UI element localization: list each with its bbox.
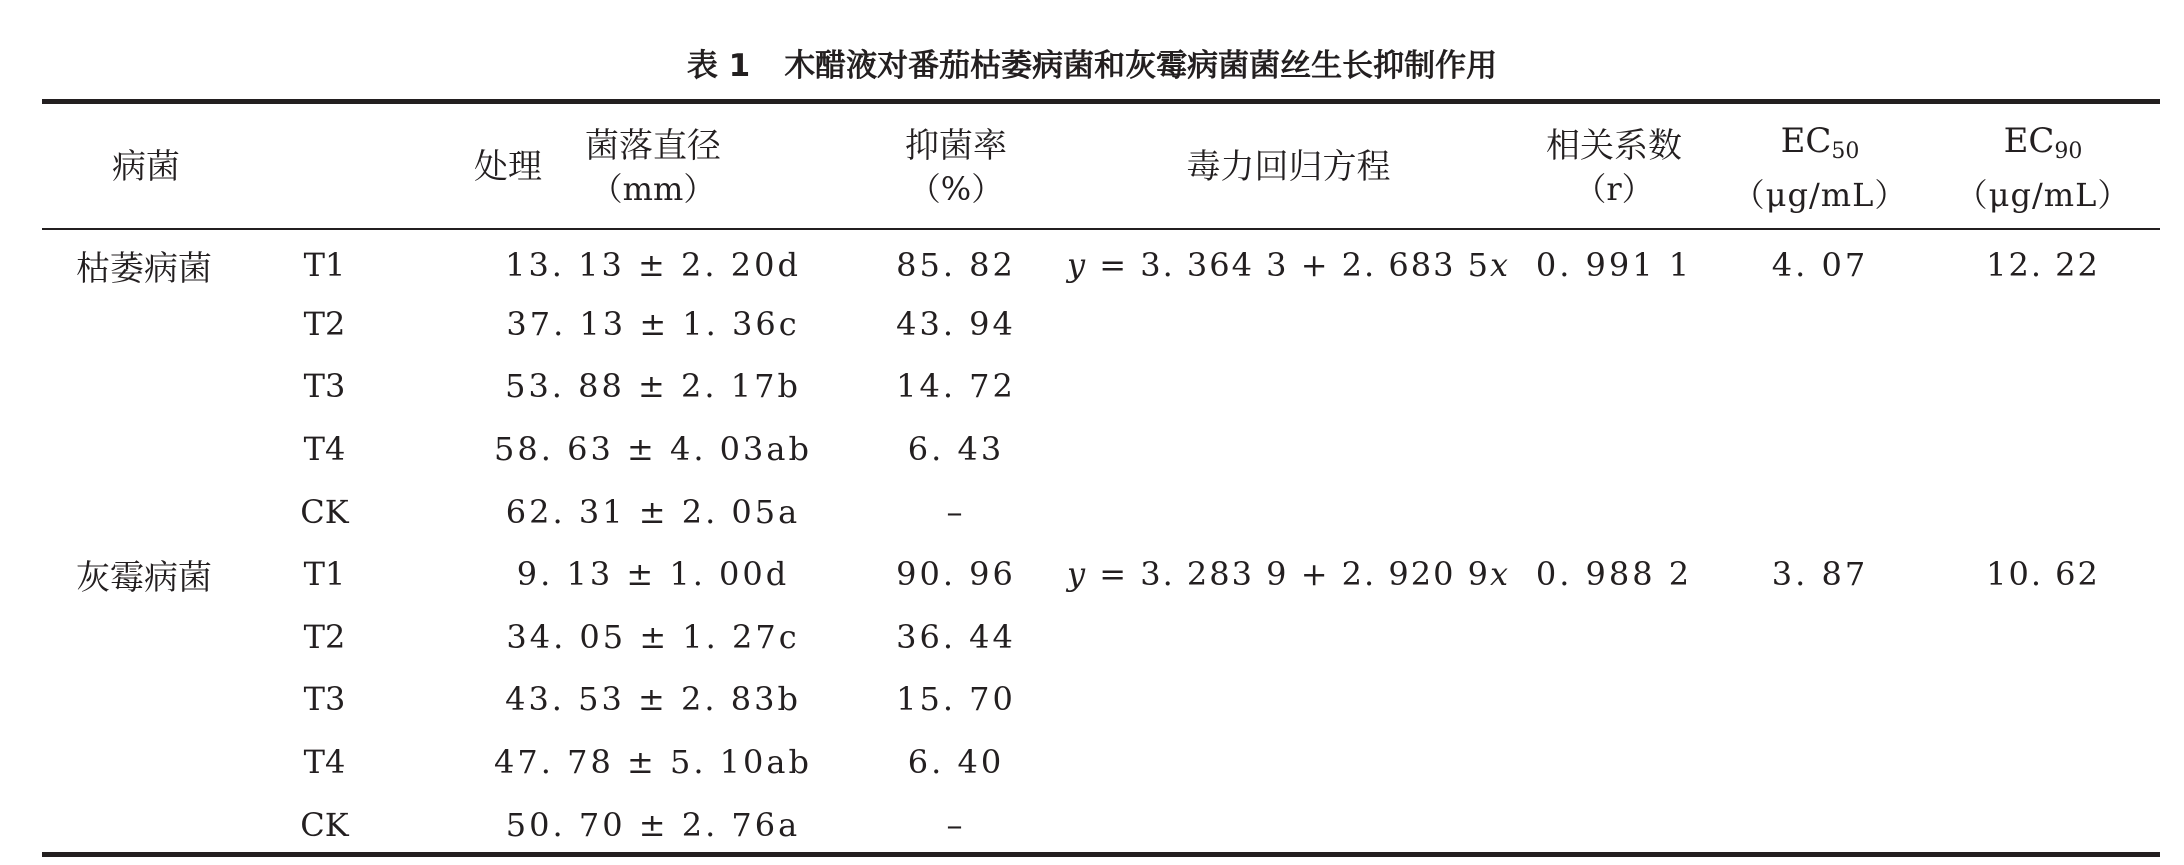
regression-cell: [1063, 668, 1514, 731]
table-row: [42, 480, 2160, 543]
treatment-cell: T1: [303, 555, 346, 594]
table-title: 木醋液对番茄枯萎病菌和灰霉病菌菌丝生长抑制作用: [784, 48, 1498, 84]
treatment-cell: T4: [303, 743, 346, 782]
table-row: [42, 418, 2160, 481]
equation-body: = 3. 364 3 + 2. 683 5: [1087, 246, 1490, 285]
ec90-cell: [1926, 355, 2160, 418]
ec90-cell: [1926, 606, 2160, 669]
header-ec90-sub: 90: [2054, 138, 2083, 164]
treatment-cell: CK: [300, 805, 349, 844]
table-row: [42, 793, 2160, 856]
inhibition-cell: 90. 96: [896, 555, 1016, 594]
header-ec50-unit: （μg/mL）: [1732, 175, 1908, 214]
header-correlation-label: 相关系数: [1546, 126, 1682, 166]
treatment-cell: T2: [303, 304, 346, 343]
inhibition-cell: 6. 40: [907, 743, 1005, 782]
correlation-cell: [1514, 731, 1714, 794]
equation-y: y: [1066, 246, 1088, 285]
diameter-cell: 13. 13 ± 2. 20d: [505, 246, 801, 285]
table-row: [42, 355, 2160, 418]
header-row: [42, 104, 2160, 230]
regression-cell: [1063, 293, 1514, 356]
regression-cell: [1063, 606, 1514, 669]
table-row: [42, 543, 2160, 606]
ec90-cell: 12. 22: [1986, 246, 2100, 285]
correlation-cell: [1514, 668, 1714, 731]
pathogen-cell: [42, 606, 192, 669]
diameter-cell: 58. 63 ± 4. 03ab: [494, 430, 812, 469]
pathogen-cell: [42, 418, 192, 481]
diameter-cell: 37. 13 ± 1. 36c: [506, 304, 800, 343]
regression-cell: [1063, 731, 1514, 794]
treatment-cell: T1: [303, 246, 346, 285]
pathogen-cell: [42, 731, 192, 794]
treatment-cell: T4: [303, 430, 346, 469]
header-correlation-unit: （r）: [1574, 170, 1654, 208]
ec90-cell: [1926, 793, 2160, 856]
ec90-cell: [1926, 731, 2160, 794]
pathogen-cell: [42, 668, 192, 731]
ec50-cell: [1714, 293, 1926, 356]
ec50-cell: 3. 87: [1771, 555, 1869, 594]
header-treatment: 处理: [474, 147, 542, 187]
ec90-cell: 10. 62: [1986, 555, 2100, 594]
inhibition-cell: –: [946, 492, 966, 531]
ec90-cell: [1926, 293, 2160, 356]
pathogen-cell: [42, 793, 192, 856]
header-ec90-main: EC: [2003, 120, 2055, 161]
table-caption: [0, 40, 2184, 85]
inhibition-cell: 15. 70: [896, 680, 1016, 719]
ec50-cell: 4. 07: [1771, 246, 1869, 285]
ec50-cell: [1714, 793, 1926, 856]
header-colony-diameter-unit: （mm）: [590, 170, 716, 208]
diameter-cell: 43. 53 ± 2. 83b: [505, 680, 801, 719]
table-row: [42, 731, 2160, 794]
diameter-cell: 53. 88 ± 2. 17b: [505, 367, 801, 406]
treatment-cell: T3: [303, 367, 346, 406]
table-row: [42, 606, 2160, 669]
correlation-cell: [1514, 293, 1714, 356]
diameter-cell: 50. 70 ± 2. 76a: [505, 805, 801, 844]
regression-cell: [1063, 793, 1514, 856]
correlation-cell: [1514, 418, 1714, 481]
diameter-cell: 9. 13 ± 1. 00d: [516, 555, 790, 594]
ec50-cell: [1714, 480, 1926, 543]
pathogen-cell: 灰霉病菌: [76, 557, 212, 598]
pathogen-cell: [42, 355, 192, 418]
ec50-cell: [1714, 668, 1926, 731]
correlation-cell: 0. 988 2: [1535, 555, 1693, 594]
correlation-cell: [1514, 355, 1714, 418]
equation-x: x: [1489, 555, 1511, 594]
table-row: [42, 230, 2160, 293]
results-table: [42, 104, 2160, 856]
diameter-cell: 47. 78 ± 5. 10ab: [494, 743, 812, 782]
ec90-cell: [1926, 418, 2160, 481]
header-inhibition-rate: [849, 104, 1063, 230]
correlation-cell: [1514, 793, 1714, 856]
ec90-cell: [1926, 668, 2160, 731]
header-ec50-main: EC: [1780, 120, 1832, 161]
ec50-cell: [1714, 731, 1926, 794]
header-ec90-unit: （μg/mL）: [1955, 175, 2131, 214]
header-inhibition-rate-label: 抑菌率: [905, 126, 1007, 166]
header-pathogen: 病菌: [112, 147, 180, 187]
diameter-cell: 34. 05 ± 1. 27c: [506, 617, 800, 656]
header-regression: 毒力回归方程: [1186, 147, 1391, 187]
pathogen-cell: [42, 480, 192, 543]
header-ec90-label: [2003, 120, 2083, 164]
ec90-cell: [1926, 480, 2160, 543]
table-row: [42, 293, 2160, 356]
ec50-cell: [1714, 606, 1926, 669]
diameter-cell: 62. 31 ± 2. 05a: [505, 492, 801, 531]
inhibition-cell: 6. 43: [907, 430, 1005, 469]
header-colony-diameter-label: 菌落直径: [585, 126, 721, 166]
regression-cell: [1063, 480, 1514, 543]
header-ec50-sub: 50: [1831, 138, 1860, 164]
regression-equation: [1063, 230, 1514, 293]
header-ec90: [1926, 104, 2160, 230]
regression-equation: [1063, 543, 1514, 606]
treatment-cell: T3: [303, 680, 346, 719]
table-row: [42, 668, 2160, 731]
header-correlation: [1514, 104, 1714, 230]
table-number: 表 1: [686, 48, 751, 84]
equation-y: y: [1066, 555, 1088, 594]
header-ec50-label: [1780, 120, 1860, 164]
equation-body: = 3. 283 9 + 2. 920 9: [1087, 555, 1490, 594]
pathogen-cell: [42, 293, 192, 356]
correlation-cell: 0. 991 1: [1535, 246, 1693, 285]
regression-cell: [1063, 418, 1514, 481]
inhibition-cell: –: [946, 805, 966, 844]
inhibition-cell: 43. 94: [896, 304, 1016, 343]
equation-x: x: [1489, 246, 1511, 285]
regression-cell: [1063, 355, 1514, 418]
correlation-cell: [1514, 480, 1714, 543]
pathogen-cell: 枯萎病菌: [76, 248, 212, 289]
ec50-cell: [1714, 355, 1926, 418]
header-inhibition-rate-unit: （%）: [908, 170, 1004, 208]
inhibition-cell: 14. 72: [896, 367, 1016, 406]
treatment-cell: T2: [303, 617, 346, 656]
treatment-cell: CK: [300, 492, 349, 531]
header-ec50: [1714, 104, 1926, 230]
inhibition-cell: 36. 44: [896, 617, 1016, 656]
correlation-cell: [1514, 606, 1714, 669]
ec50-cell: [1714, 418, 1926, 481]
inhibition-cell: 85. 82: [896, 246, 1016, 285]
